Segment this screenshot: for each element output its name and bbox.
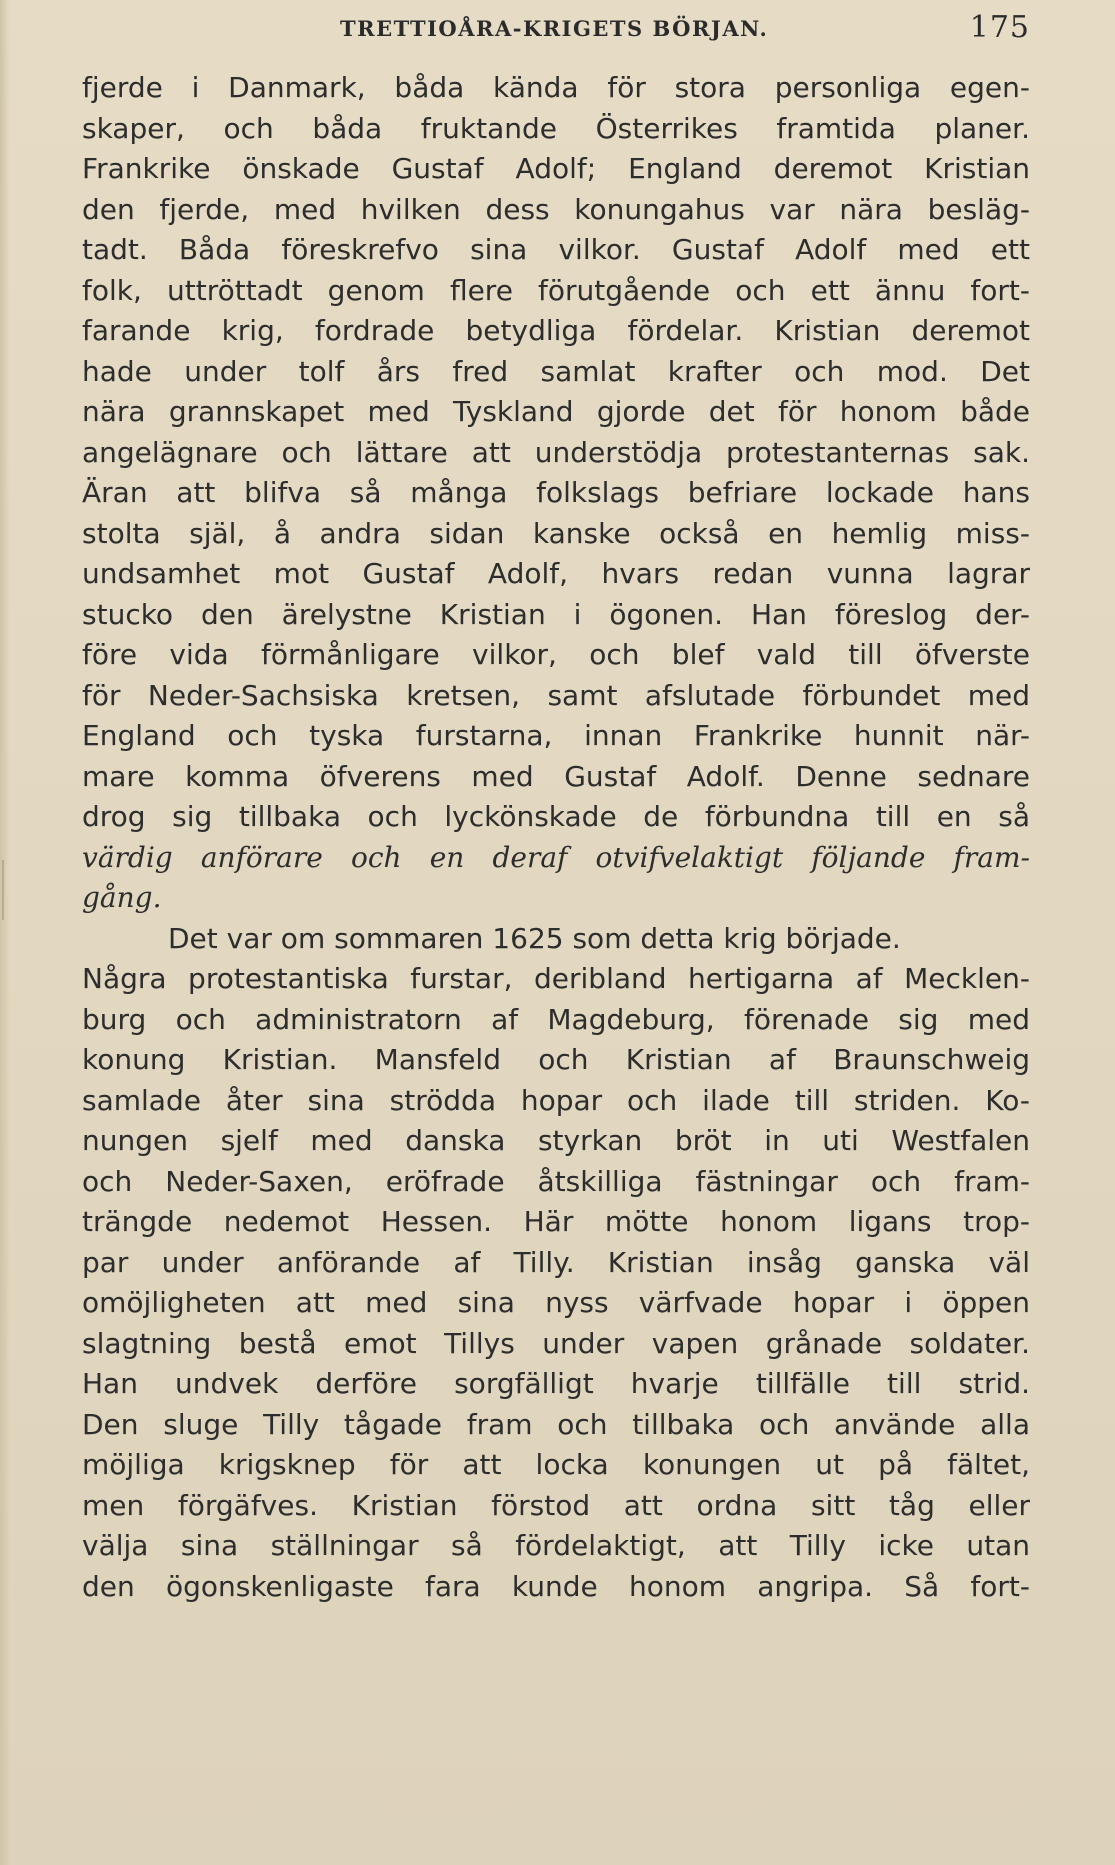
text-line: för Neder-Sachsiska kretsen, samt afslutade förbundet med	[82, 678, 1030, 712]
text-line: men förgäfves. Kristian förstod att ordna sitt tåg eller	[82, 1488, 1030, 1522]
body-text	[82, 68, 1030, 1607]
text-line: slagtning bestå emot Tillys under vapen grånade soldater.	[82, 1326, 1030, 1360]
page-header	[82, 10, 1030, 50]
text-line: nungen sjelf med danska styrkan bröt in uti Westfalen	[82, 1124, 1030, 1157]
text-line: mare komma öfverens med Gustaf Adolf. Denne sednare	[82, 759, 1030, 793]
text-line: nära grannskapet med Tyskland gjorde det för honom både	[82, 395, 1030, 428]
text-line: drog sig tillbaka och lyckönskade de förbundna till en så	[82, 800, 1030, 833]
text-line: gång.	[82, 881, 162, 914]
text-line: stolta själ, å andra sidan kanske också en hemlig miss-	[82, 516, 1030, 550]
text-line: den fjerde, med hvilken dess konungahus var nära besläg-	[82, 192, 1030, 226]
text-line: fjerde i Danmark, båda kända för stora personliga egen-	[82, 71, 1030, 104]
page-number: 175	[969, 10, 1030, 45]
text-line: farande krig, fordrade betydliga fördelar. Kristian deremot	[82, 314, 1030, 347]
margin-mark	[2, 860, 4, 920]
text-line: Några protestantiska furstar, deribland hertigarna af Mecklen-	[82, 962, 1030, 995]
text-line: hade under tolf års fred samlat krafter och mod. Det	[82, 354, 1030, 388]
text-line: stucko den ärelystne Kristian i ögonen. Han föreslog der-	[82, 597, 1030, 631]
text-line: Den sluge Tilly tågade fram och tillbaka och använde alla	[82, 1407, 1030, 1441]
text-line: omöjligheten att med sina nyss värfvade hopar i öppen	[82, 1286, 1030, 1319]
text-line: burg och administratorn af Magdeburg, förenade sig med	[82, 1002, 1030, 1036]
text-line: undsamhet mot Gustaf Adolf, hvars redan vunna lagrar	[82, 557, 1030, 590]
page-binding-shadow	[0, 0, 10, 1865]
text-line: folk, uttröttadt genom flere förutgående och ett ännu fort-	[82, 273, 1030, 307]
text-line: konung Kristian. Mansfeld och Kristian af Braunschweig	[82, 1043, 1030, 1076]
text-line: Äran att blifva så många folkslags befriare lockade hans	[82, 476, 1030, 509]
text-line: skaper, och båda fruktande Österrikes framtida planer.	[82, 111, 1030, 145]
text-line: trängde nedemot Hessen. Här mötte honom ligans trop-	[82, 1205, 1030, 1238]
text-line: England och tyska furstarna, innan Frankrike hunnit när-	[82, 719, 1030, 752]
text-line: värdig anförare och en deraf otvifvelaktigt följande fram-	[82, 840, 1030, 874]
text-line: välja sina ställningar så fördelaktigt, att Tilly icke utan	[82, 1529, 1030, 1562]
running-head: TRETTIOÅRA-KRIGETS BÖRJAN.	[340, 16, 769, 41]
text-line: och Neder-Saxen, eröfrade åtskilliga fästningar och fram-	[82, 1164, 1030, 1198]
text-line: före vida förmånligare vilkor, och blef vald till öfverste	[82, 638, 1030, 671]
text-line: angelägnare och lättare att understödja protestanternas sak.	[82, 435, 1030, 469]
text-line: tadt. Båda föreskrefvo sina vilkor. Gustaf Adolf med ett	[82, 233, 1030, 266]
text-line: Frankrike önskade Gustaf Adolf; England deremot Kristian	[82, 152, 1030, 185]
text-line: möjliga krigsknep för att locka konungen ut på fältet,	[82, 1448, 1030, 1481]
text-line: par under anförande af Tilly. Kristian insåg ganska väl	[82, 1245, 1030, 1279]
text-line: samlade åter sina strödda hopar och ilade till striden. Ko-	[82, 1083, 1030, 1117]
text-line: Han undvek derföre sorgfälligt hvarje tillfälle till strid.	[82, 1367, 1030, 1400]
text-line: den ögonskenligaste fara kunde honom angripa. Så fort-	[82, 1569, 1030, 1603]
text-line: Det var om sommaren 1625 som detta krig började.	[168, 921, 901, 955]
